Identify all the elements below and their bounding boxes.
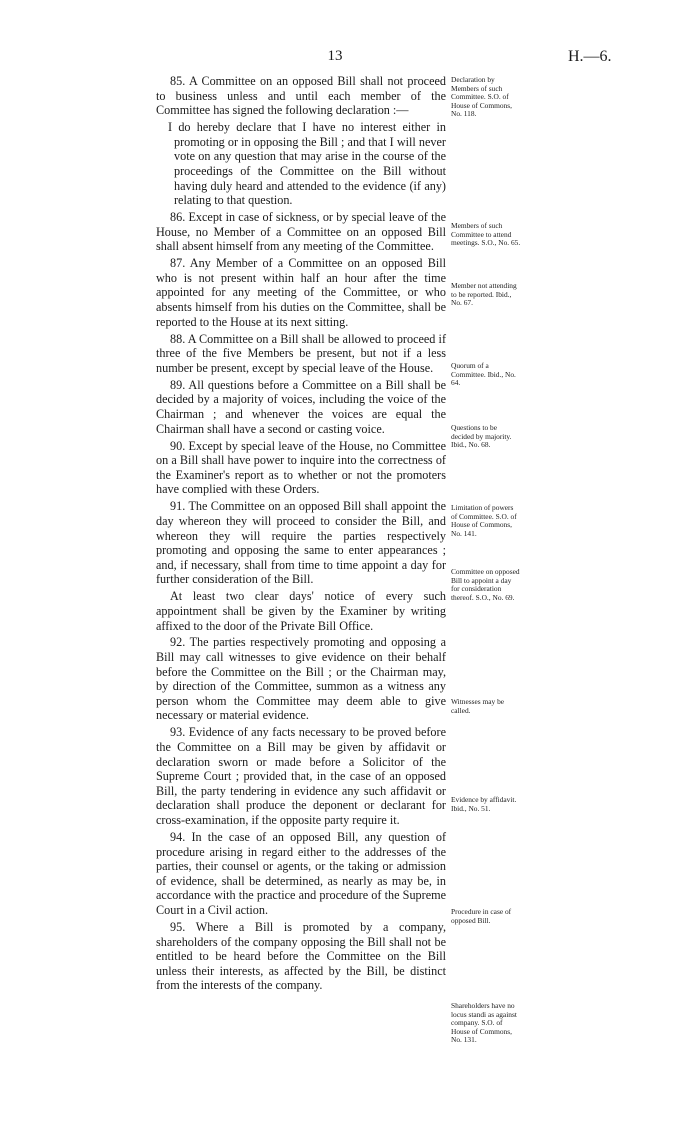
paragraph-89: 89. All questions before a Committee on a Bill shall be decided by a majority of voices, including the voice of the Chairman ; and whenever the voices are equal the Chairman shall have a second or casting voice. xyxy=(156,377,446,436)
margin-note-title: Evidence by affidavit. xyxy=(451,795,517,804)
paragraph-86: 86. Except in case of sickness, or by special leave of the House, no Member of a Committee on an opposed Bill shall absent himself from any meeting of the Committee. xyxy=(156,210,446,254)
margin-note-title: Declaration by Members of such Committee. xyxy=(451,75,503,102)
margin-note-ref: Ibid., No. 64. xyxy=(451,369,516,388)
margin-note-ref: S.O., No. 65. xyxy=(481,238,521,248)
margin-note-title: Members of such Committee to attend meetings. xyxy=(451,221,512,248)
margin-note-ref: Ibid., No. 51. xyxy=(451,803,491,813)
paragraph-85: 85. A Committee on an opposed Bill shall not proceed to business unless and until each member of the Committee has signed the following declaration :— xyxy=(156,74,446,118)
margin-note-87 xyxy=(451,282,521,308)
margin-note-title: Shareholders have no locus standi as against company. xyxy=(451,1001,517,1028)
paragraph-91-notice: At least two clear days' notice of every such appointment shall be given by the Examiner by writing affixed to the door of the Private Bill Office. xyxy=(156,589,446,633)
document-code: H.—6. xyxy=(568,48,612,65)
margin-note-title: Questions to be decided by majority. xyxy=(451,423,512,441)
paragraph-88: 88. A Committee on a Bill shall be allowed to proceed if three of the five Members be present, but not if a less number be present, except by special leave of the House. xyxy=(156,331,446,375)
margin-note-86 xyxy=(451,222,521,248)
margin-note-95 xyxy=(451,1002,521,1045)
margin-note-title: Quorum of a Committee. xyxy=(451,361,489,379)
margin-note-85 xyxy=(451,76,521,119)
page-number: 13 xyxy=(327,48,343,64)
paragraph-91: 91. The Committee on an opposed Bill shall appoint the day whereon they will proceed to consider the Bill, and whereon they will require the parties respectively promoting and opposing the same to enter appearances ; and, if necessary, shall from time to time appoint a day for further consideration of the Bill. xyxy=(156,499,446,587)
margin-note-ref: Ibid., No. 68. xyxy=(451,440,491,450)
margin-note-92 xyxy=(451,698,521,715)
paragraph-87: 87. Any Member of a Committee on an opposed Bill who is not present within half an hour after the time appointed for any meeting of the Committee, or who absents himself from his duties on the Committee, shall be reported to the House at its next sitting. xyxy=(156,256,446,329)
paragraph-93: 93. Evidence of any facts necessary to be proved before the Committee on a Bill may be given by affidavit or declaration sworn or made before a Solicitor of the Supreme Court ; provided that, in the case of an opposed Bill, the party tendering in evidence any such affidavit or declaration shall produce the deponent or declarant for cross-examination, if the opposite party require it. xyxy=(156,725,446,827)
paragraph-94: 94. In the case of an opposed Bill, any question of procedure arising in regard either to the addresses of the parties, their counsel or agents, or the taking or admission of evidence, shall be determined, as nearly as may be, in accordance with the practice and procedure of the Supreme Court in a Civil action. xyxy=(156,829,446,917)
margin-note-ref: S.O., No. 69. xyxy=(475,592,515,602)
margin-note-91 xyxy=(451,568,521,602)
margin-note-ref: S.O. of House of Commons, No. 118. xyxy=(451,92,512,119)
margin-note-title: Committee on opposed Bill to appoint a day for consideration thereof. xyxy=(451,567,520,602)
margin-note-title: Witnesses may be called. xyxy=(451,697,505,715)
margin-note-ref: S.O. of House of Commons, No. 131. xyxy=(451,1018,512,1045)
paragraph-90: 90. Except by special leave of the House, no Committee on a Bill shall have power to inquire into the correctness of the Examiner's report as to whether or not the promoters have complied with these Orders. xyxy=(156,438,446,497)
margin-note-89 xyxy=(451,424,521,450)
margin-note-90 xyxy=(451,504,521,538)
margin-note-88 xyxy=(451,362,521,388)
margin-note-ref: Ibid., No. 67. xyxy=(451,289,512,308)
margin-note-93 xyxy=(451,796,521,813)
margin-note-title: Limitation of powers of Committee. xyxy=(451,503,514,521)
margin-note-title: Procedure in case of opposed Bill. xyxy=(451,907,512,925)
paragraph-95: 95. Where a Bill is promoted by a company, shareholders of the company opposing the Bill shall not be entitled to be heard before the Committee on the Bill unless their interests, as affected by the Bill, be distinct from the interests of the company. xyxy=(156,919,446,993)
margin-note-94 xyxy=(451,908,521,925)
margin-note-ref: S.O. of House of Commons, No. 141. xyxy=(451,511,517,538)
declaration-text: I do hereby declare that I have no interest either in promoting or in opposing the Bill ; and that I will never vote on any question that may arise in the course of the proceedings of the Committee on the Bill without having duly heard and attended to the evidence (if any) relating to that question. xyxy=(168,120,446,208)
margin-note-title: Member not attending to be reported. xyxy=(451,281,517,299)
main-text-column xyxy=(156,74,446,995)
paragraph-92: 92. The parties respectively promoting and opposing a Bill may call witnesses to give evidence on their behalf before the Committee on the Bill ; or the Chairman may, by direction of the Committee, summon as a witness any person whom the Committee may deem able to give necessary or material evidence. xyxy=(156,635,446,723)
